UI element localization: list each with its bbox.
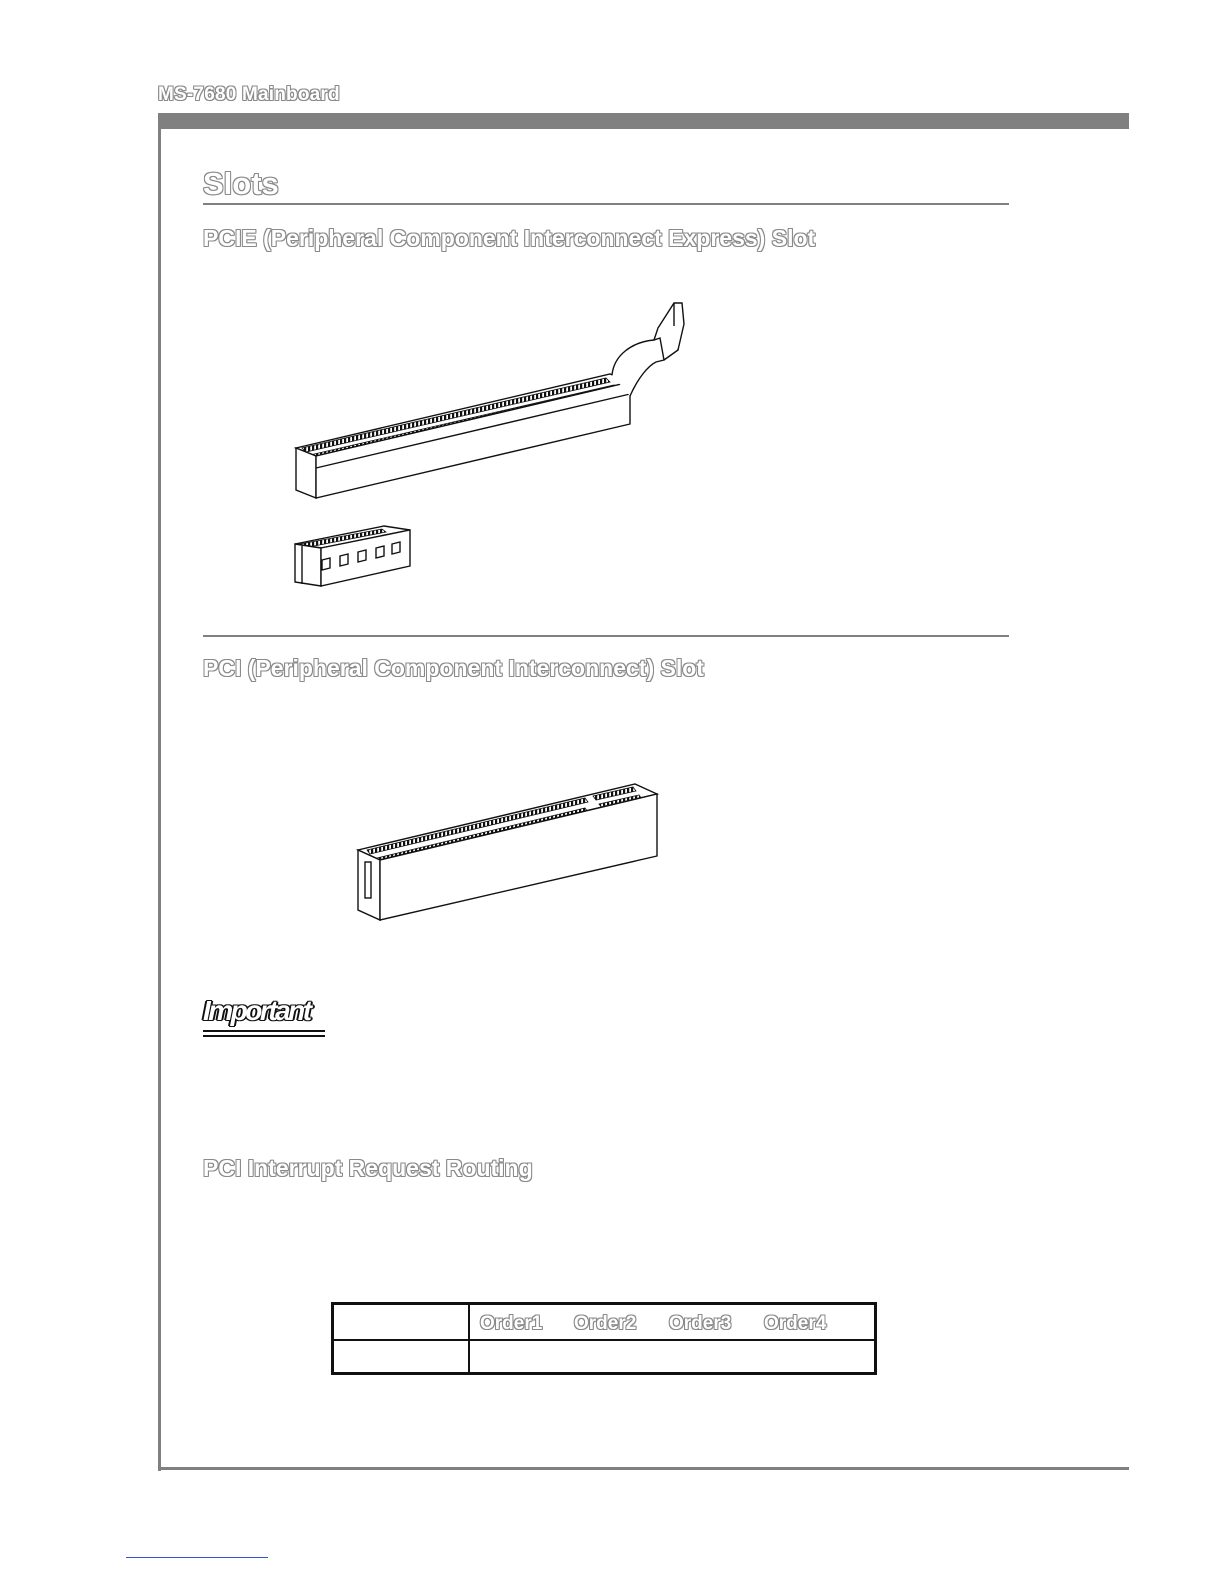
important-underline bbox=[203, 1030, 325, 1032]
irq-heading: PCI Interrupt Request Routing bbox=[203, 1155, 533, 1181]
important-underline-2 bbox=[203, 1035, 325, 1037]
irq-routing-table bbox=[331, 1302, 877, 1375]
table-header-cell: Order4 bbox=[764, 1313, 827, 1334]
pcie-heading: PCIE (Peripheral Component Interconnect Express) Slot bbox=[203, 225, 816, 251]
pcie-x1-slot-icon bbox=[292, 522, 414, 588]
section-title: Slots bbox=[203, 166, 279, 201]
pci-slot-icon bbox=[355, 780, 660, 922]
frame-bottom-border bbox=[158, 1467, 1129, 1470]
pcie-x16-slot-icon bbox=[292, 300, 702, 505]
table-header-cell: Order3 bbox=[669, 1313, 732, 1334]
frame-left-border bbox=[158, 113, 161, 1471]
table-column-divider bbox=[468, 1305, 470, 1372]
footer-link-underline bbox=[126, 1557, 268, 1558]
important-label: Important bbox=[203, 995, 310, 1026]
page-header-label: MS-7680 Mainboard bbox=[158, 84, 340, 105]
table-header-cell: Order1 bbox=[480, 1313, 543, 1334]
section-title-rule bbox=[203, 203, 1009, 205]
pci-heading: PCI (Peripheral Component Interconnect) Slot bbox=[203, 655, 704, 681]
table-header-cell: Order2 bbox=[574, 1313, 637, 1334]
header-bar bbox=[158, 113, 1129, 129]
table-header-row bbox=[334, 1305, 874, 1341]
important-note-icon bbox=[203, 995, 325, 1037]
pci-section-rule bbox=[203, 635, 1009, 637]
